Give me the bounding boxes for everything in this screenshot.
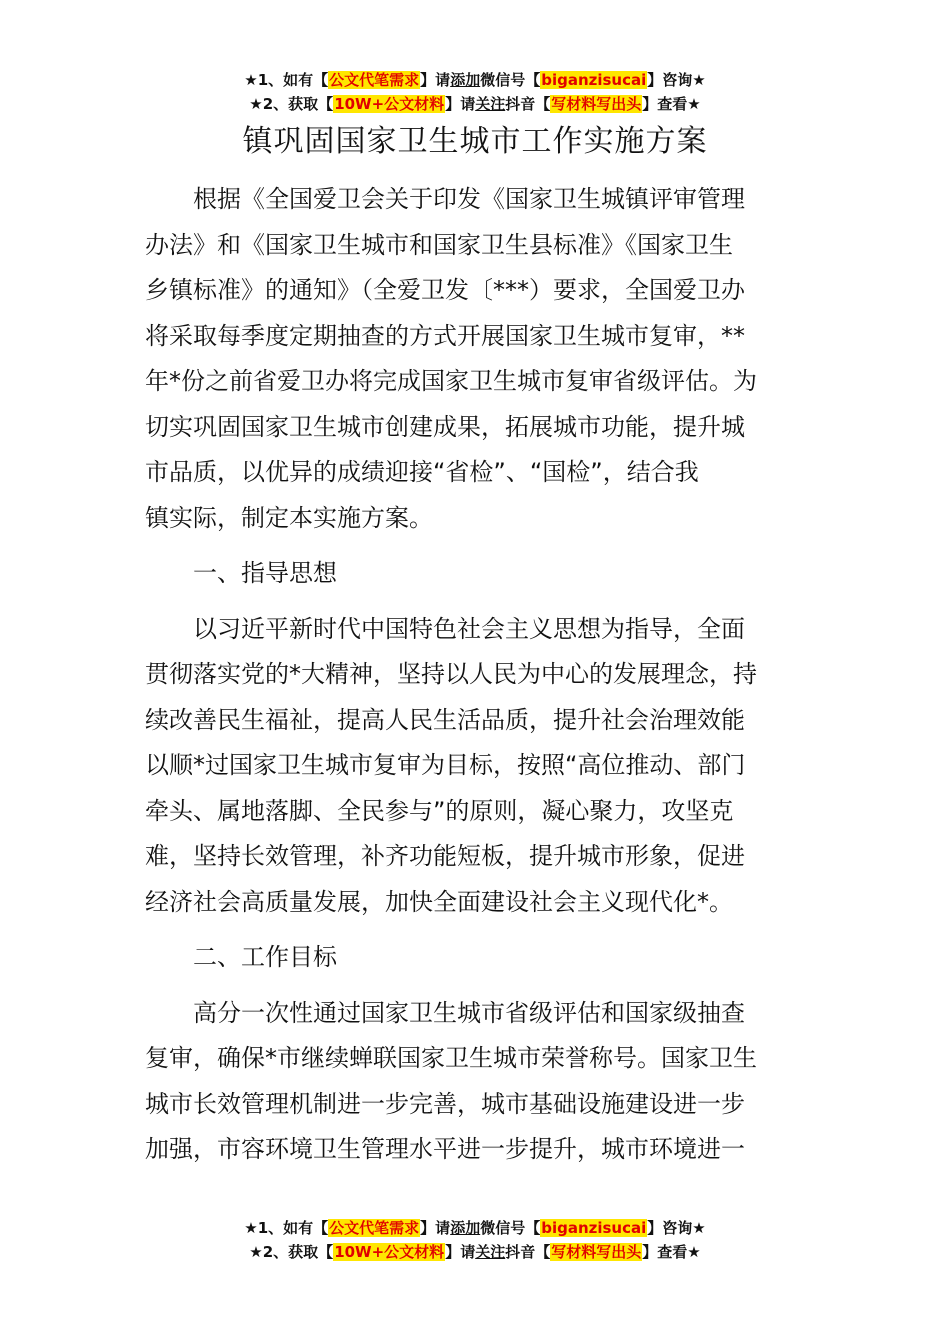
paragraph-line: 镇实际，制定本实施方案。 <box>145 503 433 532</box>
banner-text: 】请 <box>445 1243 476 1261</box>
banner-wechat-id: biganzisucai <box>541 1219 647 1237</box>
banner-line-1 <box>0 1216 950 1240</box>
paragraph-line: 牵头、属地落脚、全民参与”的原则，凝心聚力，攻坚克 <box>145 796 734 825</box>
banner-line-2 <box>0 92 950 116</box>
banner-text: 】查看★ <box>642 95 701 113</box>
paragraph-line: 市品质，以优异的成绩迎接“省检”、“国检”，结合我 <box>145 458 699 486</box>
paragraph-line: 加强，市容环境卫生管理水平进一步提升，城市环境进一 <box>145 1135 745 1163</box>
banner-highlight: 写材料写出头 <box>551 95 642 113</box>
banner-underline: 关注 <box>475 95 506 113</box>
banner-underline: 添加 <box>450 1219 481 1237</box>
banner-highlight: 10W+公文材料 <box>334 95 445 113</box>
banner-text: 】请 <box>420 1219 451 1237</box>
banner-wechat-id: biganzisucai <box>541 71 647 89</box>
banner-text: 微信号【 <box>480 1219 541 1237</box>
paragraph-line: 将采取每季度定期抽查的方式开展国家卫生城市复审，** <box>145 321 745 350</box>
banner-text: 】咨询★ <box>647 71 706 89</box>
document-body <box>145 177 807 1173</box>
paragraph-line: 经济社会高质量发展，加快全面建设社会主义现代化*。 <box>145 887 733 916</box>
paragraph-line: 切实巩固国家卫生城市创建成果，拓展城市功能，提升城 <box>145 412 745 441</box>
paragraph-line: 办法》和《国家卫生城市和国家卫生县标准》《国家卫生 <box>145 230 733 259</box>
banner-text: ★2、获取【 <box>249 1243 334 1261</box>
section-heading: 一、指导思想 <box>193 559 337 587</box>
banner-highlight: 写材料写出头 <box>551 1243 642 1261</box>
banner-highlight: 公文代笔需求 <box>329 71 420 89</box>
document-title: 镇巩固国家卫生城市工作实施方案 <box>242 124 708 159</box>
paragraph-line: 高分一次性通过国家卫生城市省级评估和国家级抽查 <box>193 998 745 1027</box>
paragraph-line: 根据《全国爱卫会关于印发《国家卫生城镇评审管理 <box>193 185 745 213</box>
banner-text: 】请 <box>420 71 451 89</box>
paragraph-line: 贯彻落实党的*大精神，坚持以人民为中心的发展理念，持 <box>145 660 757 688</box>
paragraph-line: 以顺*过国家卫生城市复审为目标，按照“高位推动、部门 <box>145 751 746 779</box>
paragraph-line: 复审，确保*市继续蝉联国家卫生城市荣誉称号。国家卫生 <box>145 1044 757 1072</box>
paragraph-line: 以习近平新时代中国特色社会主义思想为指导，全面 <box>193 614 745 643</box>
banner-text: 】咨询★ <box>647 1219 706 1237</box>
paragraph-line: 城市长效管理机制进一步完善，城市基础设施建设进一步 <box>145 1089 745 1118</box>
section-heading: 二、工作目标 <box>193 943 337 971</box>
banner-text: ★1、如有【 <box>244 1219 329 1237</box>
banner-line-2 <box>0 1240 950 1264</box>
banner-text: ★2、获取【 <box>249 95 334 113</box>
banner-text: 抖音【 <box>505 1243 551 1261</box>
paragraph-line: 乡镇标准》的通知》（全爱卫发〔***）要求，全国爱卫办 <box>145 276 745 304</box>
banner-text: 】请 <box>445 95 476 113</box>
paragraph-line: 难，坚持长效管理，补齐功能短板，提升城市形象，促进 <box>145 842 745 870</box>
top-banner <box>0 68 950 116</box>
banner-underline: 关注 <box>475 1243 506 1261</box>
banner-highlight: 10W+公文材料 <box>334 1243 445 1261</box>
banner-line-1 <box>0 68 950 92</box>
paragraph-line: 年*份之前省爱卫办将完成国家卫生城市复审省级评估。为 <box>145 367 757 395</box>
banner-underline: 添加 <box>450 71 481 89</box>
banner-text: 抖音【 <box>505 95 551 113</box>
banner-text: 】查看★ <box>642 1243 701 1261</box>
banner-text: ★1、如有【 <box>244 71 329 89</box>
banner-text: 微信号【 <box>480 71 541 89</box>
bottom-banner <box>0 1216 950 1264</box>
banner-highlight: 公文代笔需求 <box>329 1219 420 1237</box>
paragraph-line: 续改善民生福祉，提高人民生活品质，提升社会治理效能 <box>145 705 745 734</box>
